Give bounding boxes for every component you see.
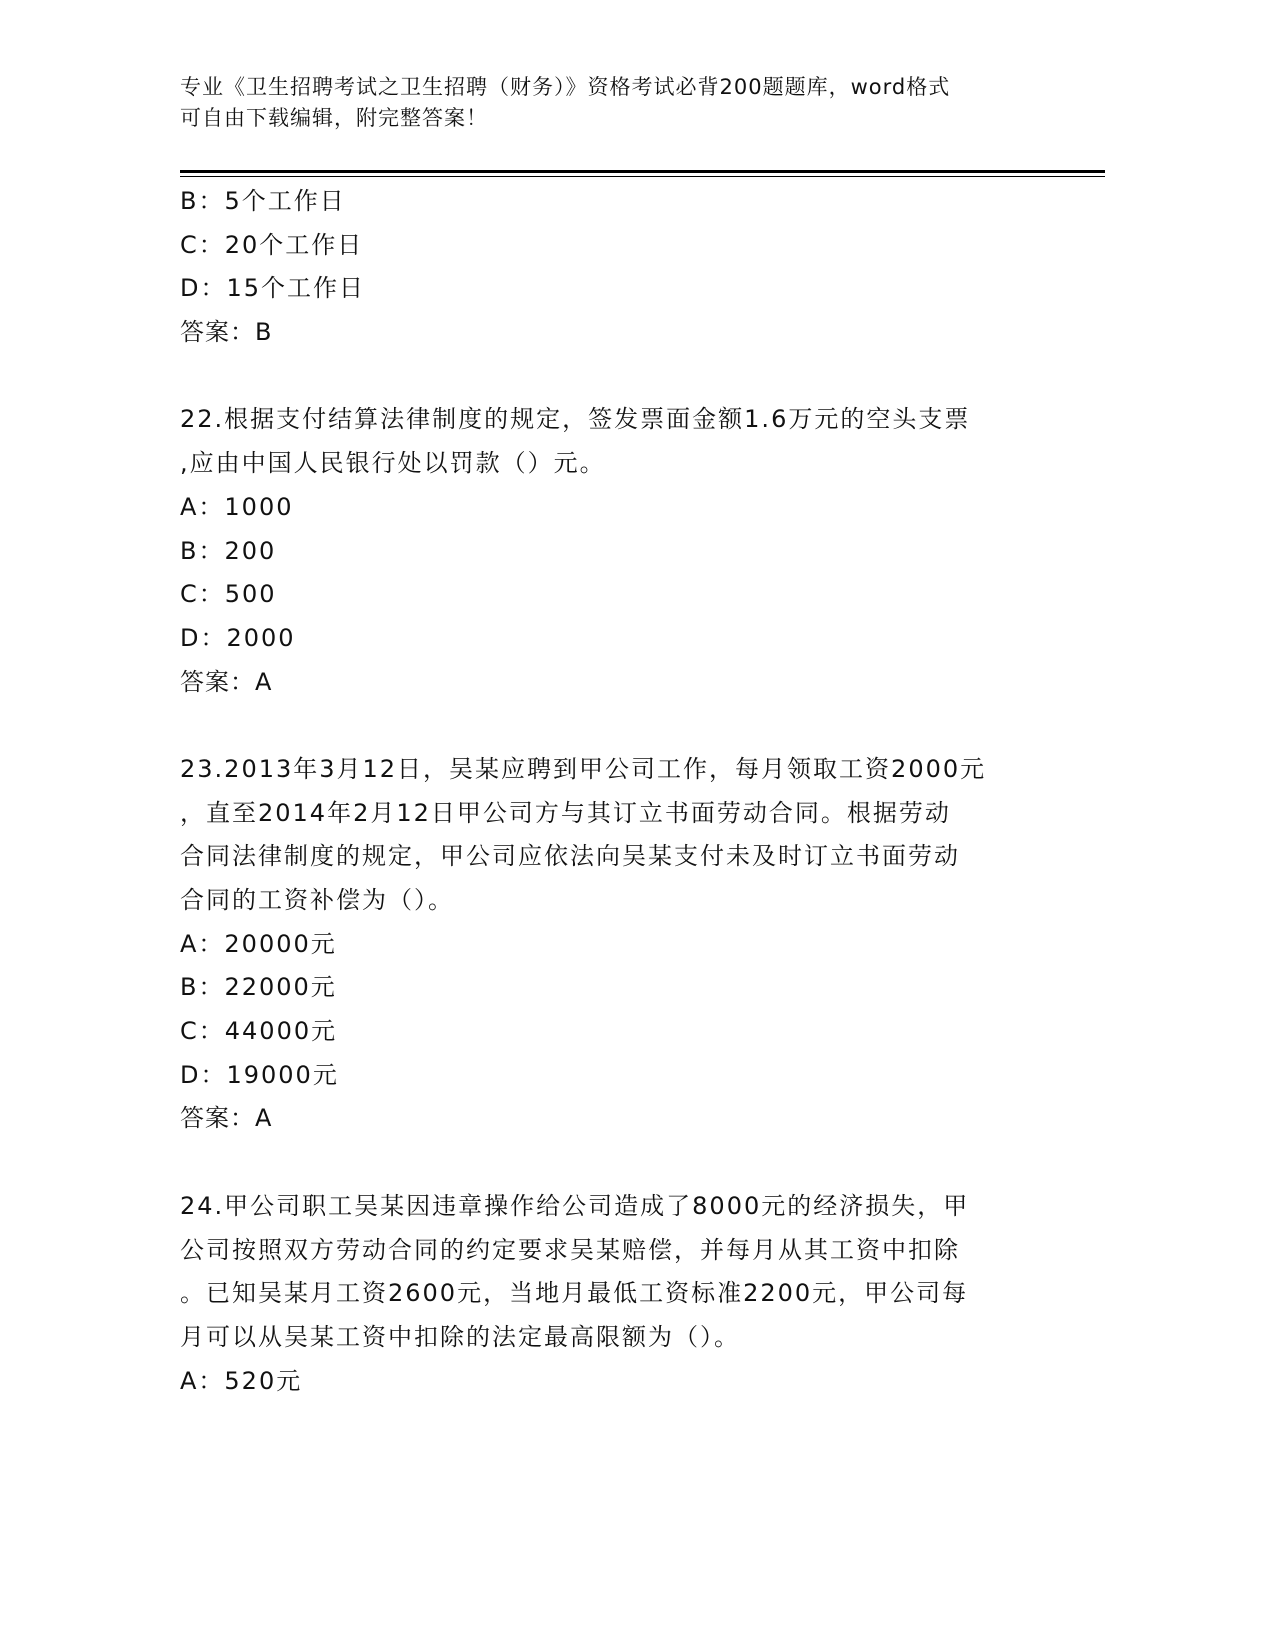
spacer — [180, 704, 1040, 748]
answer-option: B：200 — [180, 536, 277, 565]
document-header — [180, 72, 1040, 134]
question-text: 。已知吴某月工资2600元，当地月最低工资标准2200元，甲公司每 — [180, 1279, 969, 1308]
correct-answer: 答案：B — [180, 318, 273, 347]
question-block — [180, 748, 1040, 1185]
question-list — [180, 180, 1040, 1403]
header-divider-thin — [180, 176, 1105, 177]
question-text: 公司按照双方劳动合同的约定要求吴某赔偿，并每月从其工资中扣除 — [180, 1235, 960, 1264]
question-block — [180, 180, 1040, 398]
header-divider-thick — [180, 170, 1105, 173]
answer-option: D：15个工作日 — [180, 274, 366, 303]
question-text: ，直至2014年2月12日甲公司方与其订立书面劳动合同。根据劳动 — [180, 798, 951, 827]
answer-option: C：20个工作日 — [180, 230, 364, 259]
correct-answer: 答案：A — [180, 667, 273, 696]
question-block — [180, 1185, 1040, 1403]
question-text: 合同法律制度的规定，甲公司应依法向吴某支付未及时订立书面劳动 — [180, 842, 960, 871]
answer-option: B：22000元 — [180, 973, 337, 1002]
question-text: ,应由中国人民银行处以罚款（）元。 — [180, 449, 606, 478]
spacer — [180, 1141, 1040, 1185]
question-text: 22.根据支付结算法律制度的规定，签发票面金额1.6万元的空头支票 — [180, 405, 971, 434]
question-text: 23.2013年3月12日，吴某应聘到甲公司工作，每月领取工资2000元 — [180, 754, 987, 783]
header-line-2: 可自由下载编辑，附完整答案！ — [180, 106, 488, 130]
answer-option: A：520元 — [180, 1366, 303, 1395]
question-text: 月可以从吴某工资中扣除的法定最高限额为（）。 — [180, 1322, 740, 1351]
header-line-1: 专业《卫生招聘考试之卫生招聘（财务）》资格考试必背200题题库，word格式 — [180, 75, 951, 99]
question-block — [180, 398, 1040, 748]
answer-option: D：19000元 — [180, 1060, 339, 1089]
answer-option: C：44000元 — [180, 1017, 338, 1046]
correct-answer: 答案：A — [180, 1104, 273, 1133]
question-text: 合同的工资补偿为（）。 — [180, 886, 454, 914]
answer-option: A：1000 — [180, 492, 294, 521]
answer-option: C：500 — [180, 580, 277, 609]
answer-option: A：20000元 — [180, 929, 337, 958]
spacer — [180, 355, 1040, 399]
answer-option: B：5个工作日 — [180, 187, 346, 215]
question-text: 24.甲公司职工吴某因违章操作给公司造成了8000元的经济损失，甲 — [180, 1191, 970, 1220]
answer-option: D：2000 — [180, 623, 296, 652]
